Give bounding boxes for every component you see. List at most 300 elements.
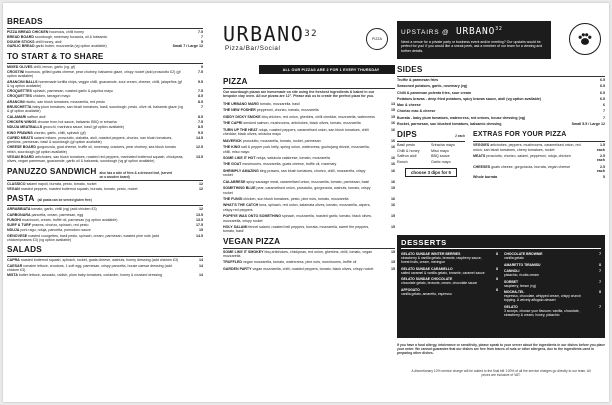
- menu-item-name: TRUFFLED: [223, 260, 242, 265]
- menu-item: [397, 122, 605, 126]
- menu-item-description: prosciutto, chorizo, salami, pepperoni, nduja, chicken: [486, 153, 571, 158]
- menu-item-description: bbq artichokes, chickpeas, red onion, gherkins, chilli, tomato, vegan mozzarella: [223, 249, 373, 258]
- menu-item-price: 7: [201, 34, 203, 39]
- menu-item-text: [7, 44, 169, 48]
- pizza-section: [223, 77, 395, 273]
- menu-item-description: salami napoli, burrata, pesto, tomato, rocket: [26, 181, 97, 186]
- right-column: [397, 3, 605, 402]
- dessert-name: AFFOGATO: [401, 287, 420, 292]
- menu-item: [7, 100, 203, 104]
- menu-item-description: romaine lettuce, croutons, 1 soft egg, parmesan, crispy pancetta, house caesar dressing (add chicken £3): [7, 263, 172, 272]
- menu-item-text: [7, 105, 187, 114]
- menu-item-description: spinach, parmesan, roasted garlic & paprika mayo: [32, 89, 113, 94]
- menu-item: [223, 102, 395, 106]
- menu-item-description: vegan mozzarella, chilli, roasted peppers, tomato, black olives, crispy rocket: [252, 266, 374, 271]
- menu-item: [7, 234, 203, 243]
- extras-section: [473, 130, 605, 181]
- menu-item: [223, 139, 395, 143]
- menu-item-price: 15: [391, 186, 395, 191]
- divider: [7, 63, 203, 64]
- menu-item-name: VEGAN BOARD: [7, 155, 34, 160]
- dip-option: BBQ sauce: [431, 154, 450, 159]
- menu-item-name: THE GOAT: [223, 162, 242, 167]
- menu-item-price: 14: [199, 258, 203, 263]
- menu-item-description: king prawns, san blush tomatoes, chorizo, chilli, mozzarella, crispy rocket: [223, 168, 366, 178]
- dessert-price: 8: [599, 262, 601, 267]
- menu-item-name: CARBONARA: [7, 212, 31, 217]
- divider: [7, 180, 203, 181]
- menu-item-name: GIDDY DICKY SMOKE: [223, 114, 261, 119]
- dessert-description: salted caramel & vanilla gelato, brownie, caramel sauce: [401, 270, 485, 275]
- menu-item-name: SHRIMPLY AMAZING: [223, 168, 259, 173]
- menu-item-text: [7, 136, 187, 145]
- menu-item-name: MISTA: [7, 273, 18, 278]
- menu-item-name: PIZZA BREAD CHICKEN: [7, 30, 49, 34]
- menu-item-price: 7: [603, 109, 605, 114]
- menu-item-text: [473, 154, 591, 163]
- menu-item: [223, 260, 395, 264]
- menu-item-description: chorizo, garlic, chilli, spinach (gf): [33, 130, 86, 135]
- menu-item-name: THE KING: [223, 145, 241, 150]
- vegan-list: [223, 250, 395, 272]
- menu-item: [7, 125, 203, 129]
- menu-item-name: KING PRAWNS: [7, 130, 33, 135]
- upstairs-label: UPSTAIRS @: [401, 29, 450, 37]
- menu-item-description: chicken, tarragon mayo: [32, 94, 71, 99]
- menu-item-price: 17.5: [196, 223, 203, 228]
- dip-option: Chilli & honey: [397, 148, 420, 153]
- menu-item: [397, 91, 605, 95]
- menu-item: [397, 84, 605, 88]
- menu-item: [7, 70, 203, 79]
- menu-item-text: [397, 122, 571, 126]
- menu-item: [7, 44, 203, 48]
- menu-item-name: CURED MEATS: [7, 135, 34, 140]
- menu-item-text: [7, 145, 187, 154]
- menu-item: [223, 115, 395, 119]
- menu-item-name: ARANCINI: [7, 99, 25, 104]
- left-column: [7, 3, 203, 402]
- menu-item-name: THE CAPRI: [223, 121, 243, 126]
- menu-item-description: pear, caramelised onion, prosciutto, gorgonzola, walnuts, tomato, crispy rocket: [223, 186, 371, 195]
- panuzzo-note: also has a side of fries & a dressed leaf, (served on a wooden board): [99, 170, 173, 179]
- menu-item-description: spicy sausage meat, caramelised onion, mozzarella, tomato, parmesan, basil: [246, 179, 370, 184]
- menu-item-name: Chilli & parmesan polenta fries, sour cream: [397, 90, 472, 95]
- start-list: [7, 65, 203, 164]
- menu-item-price: 7.5: [198, 89, 203, 94]
- menu-sheet: [3, 3, 609, 402]
- dessert-name: CANNOLI: [504, 269, 520, 274]
- divider: [473, 141, 605, 142]
- dessert-text: [401, 252, 488, 264]
- menu-item-price: 6: [603, 103, 605, 108]
- menu-item-description: roasted butternut squash, spinach, rocket, goats cheese, walnuts, honey dressing (add chicken £3): [20, 258, 179, 263]
- paw-print-icon: [576, 30, 594, 48]
- menu-item-text: [397, 97, 571, 101]
- divider: [397, 141, 465, 142]
- menu-item-name: GARLIC BREAD: [7, 44, 35, 49]
- sides-heading: SIDES: [397, 65, 423, 74]
- dessert-text: [401, 277, 488, 285]
- menu-item-description: pepperoni, chorizo, tomato, mozzarella: [256, 108, 319, 113]
- dips-header: [397, 130, 465, 140]
- dessert-text: [504, 252, 591, 260]
- salads-list: [7, 258, 203, 277]
- menu-item-name: MAVERICK: [223, 138, 242, 143]
- menu-item: [223, 267, 395, 271]
- menu-item: [7, 30, 203, 34]
- menu-item-name: ARRABBIATA: [7, 207, 31, 212]
- menu-item: [7, 223, 203, 227]
- menu-item-text: [223, 250, 379, 259]
- menu-item-text: [7, 258, 187, 262]
- menu-item-name: BRUSCHETTA: [7, 105, 32, 110]
- menu-item-text: [7, 100, 187, 104]
- brand-superscript: 32: [304, 29, 319, 39]
- menu-item-price: 5: [201, 64, 203, 69]
- dip-option: Garlic mayo: [431, 159, 451, 164]
- menu-item-description: gnocchi, marinara sauce, basil (gf option available): [43, 125, 125, 130]
- menu-item-text: [7, 115, 187, 119]
- menu-item: [397, 78, 605, 82]
- menu-item-price: 2.5 each: [596, 153, 605, 163]
- menu-item-price: 1.5 each: [596, 143, 605, 152]
- menu-item-name: NDUJA: [7, 228, 20, 233]
- dessert-price: 8: [599, 290, 601, 295]
- menu-item-price: 15: [391, 225, 395, 230]
- menu-item-description: salt & pepper pork belly, spring onion, watercress, gochujang drizzle, mozzarella, chilli, miso mayo: [223, 145, 370, 154]
- menu-item-name: SURF & TURF: [7, 223, 31, 228]
- dessert-description: espresso, chocolate, whipped cream, crispy crunch topping. A velvety affogato dessert: [504, 294, 581, 303]
- menu-item-text: [223, 102, 379, 106]
- menu-item-price: 7.5: [198, 119, 203, 124]
- desserts-left-column: [401, 252, 498, 320]
- dessert-price: 7: [599, 279, 601, 284]
- dessert-text: [504, 269, 591, 277]
- brand-tagline: Pizza/Bar/Social: [225, 45, 281, 52]
- menu-item: [7, 228, 203, 232]
- dessert-name: SORBET: [504, 279, 519, 284]
- menu-item: [7, 264, 203, 273]
- dips-section: [397, 130, 465, 181]
- menu-item-description: houmous, grilled goats cheese, pear chutney, balsamic glaze, crispy rocket (add prosciutto £2) (gf option available): [7, 69, 181, 79]
- dessert-item: [401, 252, 498, 264]
- menu-item: [223, 203, 395, 212]
- menu-item-name: MIXED OLIVES: [7, 64, 33, 69]
- menu-item-name: CAPRA: [7, 258, 20, 263]
- menu-item-description: houmous, chilli honey: [49, 30, 84, 34]
- menu-item: [7, 80, 203, 89]
- divider: [223, 248, 395, 249]
- vegan-heading: VEGAN PIZZA: [223, 236, 281, 246]
- dessert-price: 7: [599, 252, 601, 256]
- menu-item-name: CLASSICO: [7, 181, 26, 186]
- menu-item-name: CROQUETTES: [7, 89, 32, 94]
- menu-item-name: CROQUETTES: [7, 94, 32, 99]
- dessert-text: [401, 267, 488, 275]
- pasta-list: [7, 207, 203, 242]
- menu-item-price: 15: [391, 260, 395, 265]
- menu-item-name: GARDEN PARTY: [223, 266, 252, 271]
- dessert-price: 7: [599, 269, 601, 274]
- menu-item: [223, 225, 395, 234]
- menu-item-description: fennel salami, roasted bell peppers, burrata, mozzarella, sweet fire peppers, tomato, basil: [223, 225, 370, 234]
- dessert-description: chocolate gelato, brownie, cream, chocolate sauce: [401, 281, 478, 286]
- menu-item: [397, 116, 605, 120]
- breads-list: [7, 30, 203, 49]
- allergy-note: If you have a food allergy, intolerance or sensitivity, please speak to your server about the ingredients in our dishes before you place your order. We cannot guarantee that our dishes are free from traces of nuts or other allergens, due to the ingredients used in preparing other dishes.: [397, 343, 605, 355]
- dessert-item: [504, 252, 601, 260]
- menu-item-text: [223, 180, 379, 184]
- menu-item-text: [223, 128, 379, 137]
- menu-item-text: [7, 213, 187, 217]
- dessert-price: 8: [496, 266, 498, 271]
- menu-item: [7, 115, 203, 119]
- menu-item-text: [7, 94, 187, 98]
- menu-item-price: 16: [391, 168, 395, 173]
- divider: [7, 256, 203, 257]
- dessert-description: strawberry & vanilla gelato, brownie, raspberry sauce, forest fruits, cream, meringue: [401, 256, 482, 264]
- dessert-text: [401, 288, 488, 296]
- menu-item-name: ARANCINI BALLS: [7, 79, 38, 84]
- brand-name: [223, 23, 363, 45]
- pasta-header: [7, 194, 203, 204]
- menu-item-description: mushrooms, mozzarella, goats cheese, truffle oil, rosemary: [242, 162, 337, 167]
- menu-item-description: tuna, spinach, red onion, kalamata olives, tomato, mozzarella, capers, crispy red peppers: [223, 203, 371, 212]
- menu-item-name: FUNGHI: [7, 217, 21, 222]
- desserts-columns: [401, 252, 601, 320]
- service-note: A discretionary 10% service charge will be added to the final bill. 100% of all the service charges go directly to our team. All prices are inclusive of VAT.: [411, 369, 591, 377]
- menu-item-text: [223, 162, 379, 166]
- desserts-right-column: [504, 252, 601, 320]
- menu-item-text: [7, 182, 187, 186]
- menu-item-price: 6.5: [600, 84, 605, 89]
- menu-item-price: 12: [199, 186, 203, 191]
- menu-item-text: [7, 70, 187, 79]
- menu-item-description: chilli, lemon, garlic (vg, gf): [33, 64, 76, 69]
- menu-item-name: CALAMARI: [7, 114, 27, 119]
- menu-item-text: [7, 35, 169, 39]
- menu-item-text: [223, 169, 379, 178]
- menu-item-name: NDUJA MEATBALLS: [7, 125, 43, 130]
- menu-item-price: 15: [391, 266, 395, 271]
- menu-item-name: Potatoes bravas - deep fried potatoes, spicy bravas sauce, aioli (vg option available): [397, 96, 541, 101]
- menu-item-text: [397, 78, 571, 82]
- menu-item-name: VEGAN: [7, 186, 20, 191]
- menu-item-price: 13.5: [196, 217, 203, 222]
- menu-item-text: [7, 228, 187, 232]
- menu-item-price: 6.5: [600, 96, 605, 101]
- divider: [223, 88, 395, 89]
- menu-item-description: mushroom, cream, truffle oil, parmesan (vg option available): [21, 217, 118, 222]
- menu-item-text: [7, 120, 187, 124]
- menu-item: [223, 180, 395, 184]
- menu-item-price: 13.5: [196, 155, 203, 160]
- dessert-price: 8: [496, 277, 498, 282]
- dips-extras-row: [397, 130, 605, 181]
- dessert-price: 8: [496, 252, 498, 256]
- menu-item: [397, 103, 605, 107]
- menu-item: [223, 186, 395, 195]
- dessert-price: 8: [496, 287, 498, 292]
- menu-item-description: prosciutto, mozzarella, tomato, rocket, parmesan: [242, 138, 321, 143]
- menu-item-text: [223, 121, 379, 125]
- menu-item-text: [223, 115, 379, 119]
- dip-option: Miso mayo: [431, 148, 449, 153]
- menu-item: [7, 136, 203, 145]
- menu-item-text: [7, 89, 187, 93]
- upstairs-name: URBANO: [455, 26, 496, 38]
- menu-item-description: artichokes, peppers, mushrooms, caramelised onion, red onion, san blush tomatoes, cherry tomatoes, rocket: [473, 143, 581, 152]
- menu-item-price: 16: [391, 162, 395, 167]
- menu-item-description: tomato, garlic, chilli (vg) (add chicken £3): [31, 207, 97, 212]
- start-heading: TO START & TO SHARE: [7, 51, 104, 61]
- dip-option: Saffron aioli: [397, 154, 417, 159]
- dessert-item: [401, 288, 498, 296]
- menu-item-price: 14.5: [196, 135, 203, 140]
- middle-column: [223, 3, 395, 402]
- paw-logo-icon: [569, 23, 601, 55]
- menu-item-name: HOLY SALAMI: [223, 225, 248, 230]
- menu-item-name: CAESAR: [7, 263, 23, 268]
- menu-item-description: salami milano, prosciutto, ciabatta, aioli, roasted peppers, chorizo, san blush tomatoes, gherkins, parmesan, basil & sourdough (gf option available): [7, 135, 173, 145]
- menu-item-text: [223, 139, 379, 143]
- menu-item-price: 5: [201, 39, 203, 44]
- divider: [7, 205, 203, 206]
- menu-item-text: [223, 203, 379, 212]
- menu-item-name: SOME LIKE IT SMOKEY: [223, 249, 264, 254]
- menu-item-price: 15: [391, 114, 395, 119]
- menu-item-price: 16: [391, 155, 395, 160]
- menu-item-name: Seasoned potatoes, garlic, rosemary (vg): [397, 84, 468, 89]
- menu-item-text: [397, 84, 571, 88]
- menu-item: [7, 94, 203, 98]
- menu-item-price: 12: [199, 207, 203, 212]
- menu-item-text: [7, 80, 187, 89]
- menu-item-text: [223, 145, 379, 154]
- dessert-item: [504, 269, 601, 277]
- menu-item-description: garlic butter, mozzarella (vg option available): [35, 44, 107, 49]
- menu-item-price: 16: [391, 145, 395, 150]
- menu-item-text: [397, 116, 571, 120]
- menu-item-description: baby plum tomatoes, san blush tomatoes, basil, sourdough, pesto, olive oil, balsamic glaze (vg & gf option available): [7, 105, 183, 114]
- menu-item-name: TURN UP THE HEAT: [223, 127, 258, 132]
- menu-item-text: [223, 267, 379, 271]
- dessert-price: 7: [599, 304, 601, 309]
- menu-item: [223, 108, 395, 112]
- menu-item-price: 12: [199, 181, 203, 186]
- menu-item-price: 8.5: [198, 94, 203, 99]
- menu-item-name: WHAT'S THE CATCH: [223, 203, 259, 208]
- menu-item: [223, 128, 395, 137]
- menu-item-text: [397, 91, 571, 95]
- menu-item: [7, 65, 203, 69]
- divider: [401, 248, 601, 249]
- pizza-list: [223, 102, 395, 234]
- menu-item-price: 15: [391, 214, 395, 219]
- menu-item-description: tomato, mozzarella, basil: [259, 102, 300, 106]
- menu-item-text: [223, 225, 379, 234]
- menu-item-price: Small 5.5 / Large 12: [571, 122, 605, 127]
- dessert-item: [504, 305, 601, 317]
- desserts-heading: DESSERTS: [401, 238, 447, 247]
- menu-item: [473, 154, 605, 163]
- menu-item-text: [397, 109, 571, 113]
- upstairs-title: [401, 24, 547, 38]
- menu-item-name: CALABRESE: [223, 179, 246, 184]
- dip-option: Sriracha mayo: [431, 143, 455, 148]
- menu-item: [223, 162, 395, 166]
- menu-item-name: CHICKEN WINGS: [7, 119, 37, 124]
- menu-item-name: Truffle & parmesan fries: [397, 78, 439, 82]
- dips-price: 2 each: [455, 134, 465, 139]
- menu-item: [223, 197, 395, 201]
- panuzzo-header: [7, 167, 203, 179]
- dessert-description: 3 scoops, choose your flavours: vanilla, chocolate, strawberry & cream, honey, pistachio: [504, 308, 580, 317]
- menu-item-name: Mac & cheese: [397, 103, 421, 108]
- menu-item: [223, 156, 395, 160]
- salads-heading: SALADS: [7, 245, 42, 255]
- menu-item-description: chilli honey, aioli: [35, 39, 62, 44]
- breads-heading: BREADS: [7, 17, 43, 26]
- dessert-text: [504, 263, 591, 267]
- pasta-heading: PASTA: [7, 194, 35, 204]
- menu-item-description: roasted courgettes, basil pesto, spinach, cream, parmesan, toasted pine nuts (add chicken/prawns £3) (vg option available): [7, 233, 160, 242]
- brand-logo: [223, 23, 363, 52]
- menu-item-description: sourdough, rosemary focaccia, oil & balsamic: [34, 34, 108, 39]
- menu-item-text: [397, 103, 571, 107]
- menu-item-name: THE FUNGI: [223, 197, 243, 201]
- menu-item-description: roasted peppers, roasted butternut squash, burrata, tomato, pesto, rocket: [20, 186, 138, 191]
- menu-item-name: CROSTINI: [7, 69, 25, 74]
- menu-item-description: saffron aioli: [27, 114, 46, 119]
- menu-item-price: 14.5: [196, 233, 203, 238]
- menu-item-name: Burrata - baby plum tomatoes, watercress, red onions, house dressing (vg): [397, 115, 526, 120]
- dessert-name: CHOCOLATE BROWNIE: [504, 252, 543, 256]
- dessert-name: AMARETTO TIRAMISU: [504, 262, 541, 267]
- menu-item: [7, 40, 203, 44]
- desserts-panel: [397, 235, 605, 338]
- menu-item-price: 15: [391, 108, 395, 113]
- dessert-name: GELATO SUNDAE CHOCOLATE: [401, 277, 453, 282]
- dessert-description: vanilla gelato, amaretto, espresso: [401, 291, 452, 296]
- menu-item-price: 16: [391, 138, 395, 143]
- menu-item: [7, 89, 203, 93]
- menu-item-name: CHEESES: [473, 164, 491, 169]
- menu-item-price: 12.5: [196, 145, 203, 150]
- menu-item-text: [7, 30, 169, 34]
- brand-name-text: URBANO: [223, 22, 305, 46]
- menu-item-description: butter lettuce, avocado, radish, plum baby tomatoes, coriander, honey & mustard dressing: [18, 273, 162, 278]
- dessert-name: GELATO SUNDAE CARAMELLO: [401, 266, 453, 271]
- menu-item: [7, 145, 203, 154]
- menu-item-price: 16: [391, 121, 395, 126]
- menu-item: [473, 165, 605, 174]
- menu-item: [7, 273, 203, 277]
- dessert-description: pistachio, ricotta cream: [504, 273, 539, 278]
- menu-item-description: risotto, san blush tomatoes, mozzarella, red pesto: [25, 99, 105, 104]
- menu-item-description: nduja, salsiccia calabrese, tomato, mozzarella: [256, 155, 330, 160]
- menu-item-price: 7.5: [198, 30, 203, 34]
- menu-item-name: SOMETHING BLUE: [223, 186, 256, 191]
- menu-item: [7, 120, 203, 124]
- upstairs-superscript: 32: [495, 26, 503, 32]
- menu-item: [7, 182, 203, 186]
- menu-item-text: [7, 125, 187, 129]
- menu-item-description: gorgonzola, goat cheese, truffle oil, rosemary, crackers, pear chutney, sea blush tomato relish, sourdough (gf option available): [7, 145, 176, 154]
- menu-item: [473, 175, 605, 179]
- menu-item-text: [473, 175, 591, 179]
